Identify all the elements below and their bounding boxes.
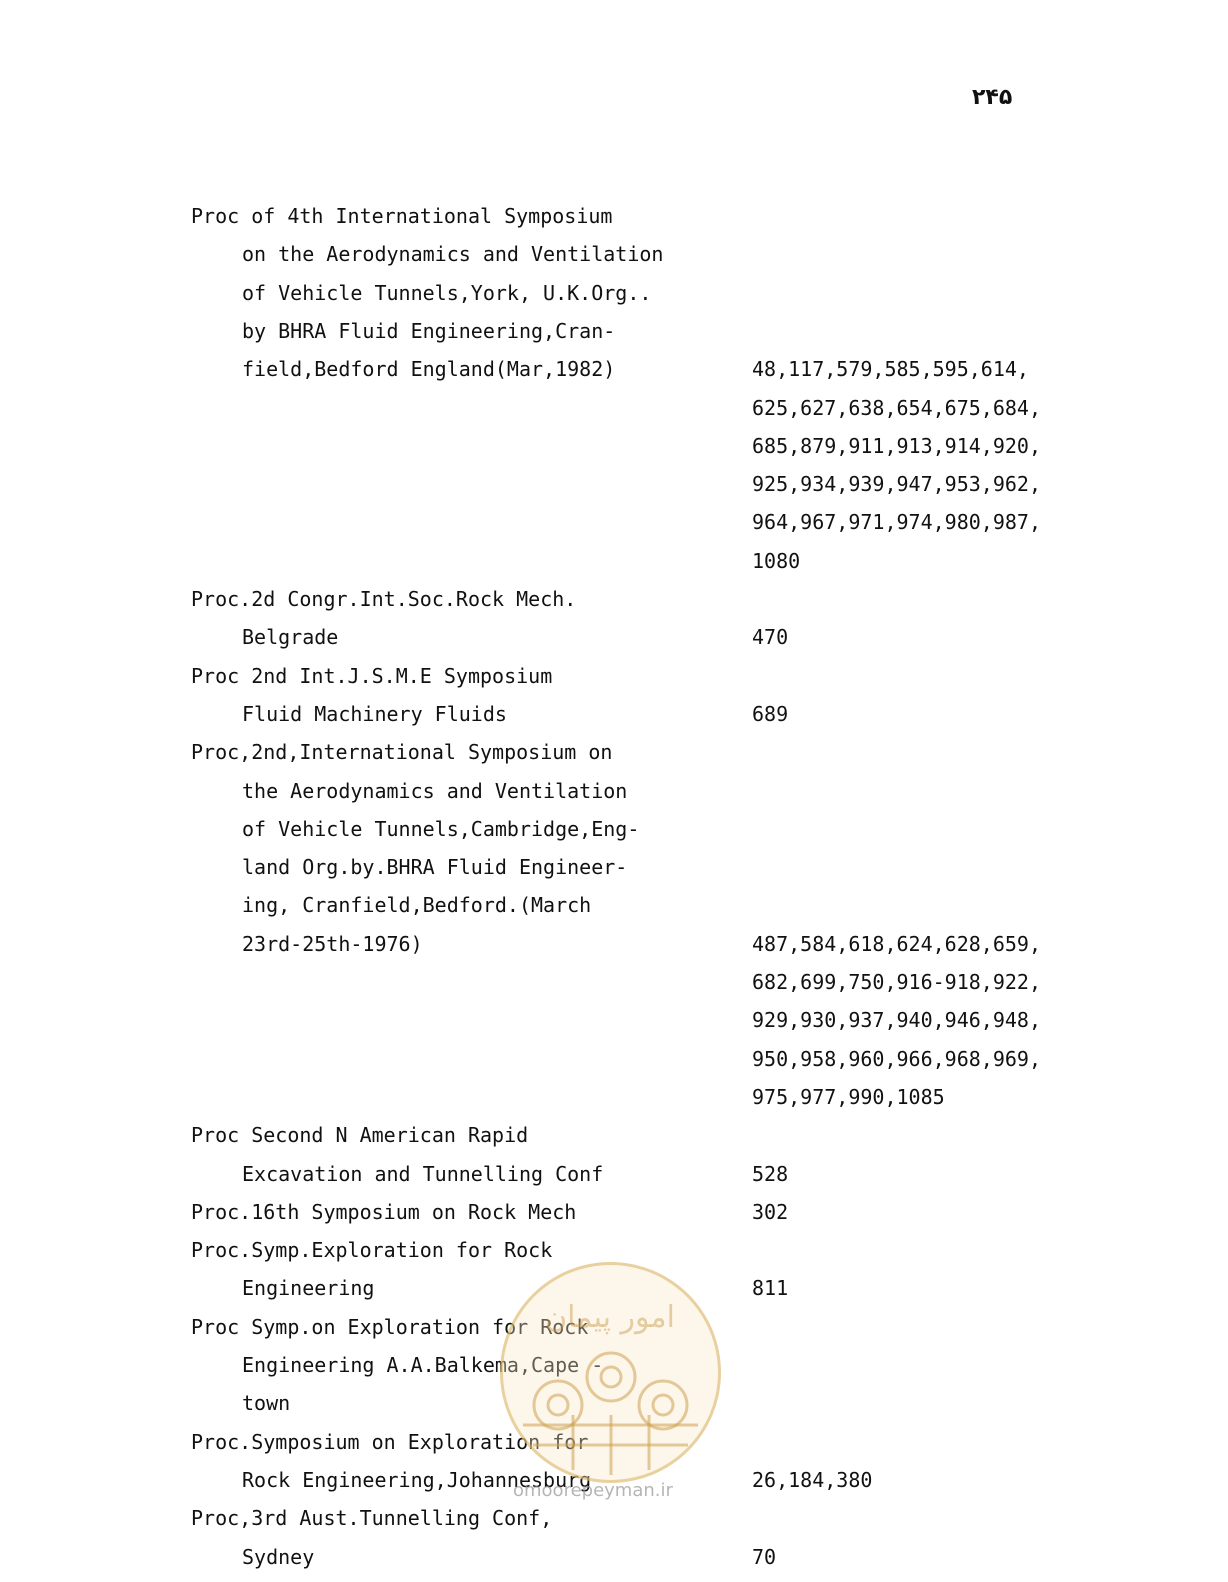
entry-title-continuation: Sydney [242,1544,315,1569]
entry-title-continuation: town [242,1391,291,1416]
entry-page-refs: 70 [752,1544,777,1569]
entry-title-continuation: Fluid Machinery Fluids [242,701,507,726]
page-number: ۲۴۵ [972,85,1013,110]
entry-title: Proc,2nd,International Symposium on [191,740,613,765]
entry-title: Proc.Symposium on Exploration for [191,1429,589,1454]
entry-page-refs: 302 [752,1199,789,1224]
entry-title-continuation: by BHRA Fluid Engineering,Cran- [242,318,616,343]
entry-page-refs: 625,627,638,654,675,684, [752,395,1041,420]
entry-title-continuation: on the Aerodynamics and Ventilation [242,242,664,267]
entry-title: Proc of 4th International Symposium [191,204,613,228]
entry-page-refs: 929,930,937,940,946,948, [752,1008,1041,1033]
entry-page-refs: 964,967,971,974,980,987, [752,510,1041,535]
entry-title-continuation: Rock Engineering,Johannesburg [242,1467,592,1492]
entry-title-continuation: Engineering A.A.Balkema,Cape - [242,1353,604,1377]
entry-page-refs: 975,977,990,1085 [752,1084,945,1109]
entry-title: Proc Symp.on Exploration for Rock [191,1314,589,1339]
entry-title-continuation: the Aerodynamics and Ventilation [242,778,628,803]
entry-page-refs: 811 [752,1276,789,1301]
entry-title-continuation: of Vehicle Tunnels,Cambridge,Eng- [242,816,640,841]
entry-page-refs: 1080 [752,548,801,573]
entry-page-refs: 470 [752,625,789,650]
entry-title-continuation: of Vehicle Tunnels,York, U.K.Org.. [242,280,652,305]
entry-title: Proc,3rd Aust.Tunnelling Conf, [191,1506,553,1531]
entry-page-refs: 487,584,618,624,628,659, [752,931,1041,956]
entry-title: Proc.Symp.Exploration for Rock [191,1238,553,1263]
entry-page-refs: 689 [752,701,789,726]
entry-title-continuation: land Org.by.BHRA Fluid Engineer- [242,855,628,880]
entry-page-refs: 682,699,750,916-918,922, [752,970,1041,994]
entry-title: Proc 2nd Int.J.S.M.E Symposium [191,663,553,688]
entry-title-continuation: 23rd-25th-1976) [242,931,423,956]
entry-title-continuation: Belgrade [242,625,339,650]
entry-title: Proc.2d Congr.Int.Soc.Rock Mech. [191,587,577,611]
entry-page-refs: 48,117,579,585,595,614, [752,357,1029,382]
entry-title: Proc.16th Symposium on Rock Mech [191,1199,577,1224]
watermark-logo-text: امور پیمان [545,1300,675,1335]
entry-title: Proc Second N American Rapid [191,1123,529,1148]
entry-title-continuation: Excavation and Tunnelling Conf [242,1161,604,1186]
entry-page-refs: 685,879,911,913,914,920, [752,433,1041,458]
entry-page-refs: 26,184,380 [752,1467,873,1492]
entry-title-continuation: field,Bedford England(Mar,1982) [242,357,616,382]
entry-page-refs: 925,934,939,947,953,962, [752,472,1041,497]
entry-page-refs: 950,958,960,966,968,969, [752,1046,1041,1071]
entry-title-continuation: Engineering [242,1276,375,1301]
entry-page-refs: 528 [752,1161,789,1186]
entry-title-continuation: ing, Cranfield,Bedford.(March [242,893,592,918]
watermark-url: omoorepeyman.ir [513,1480,673,1501]
